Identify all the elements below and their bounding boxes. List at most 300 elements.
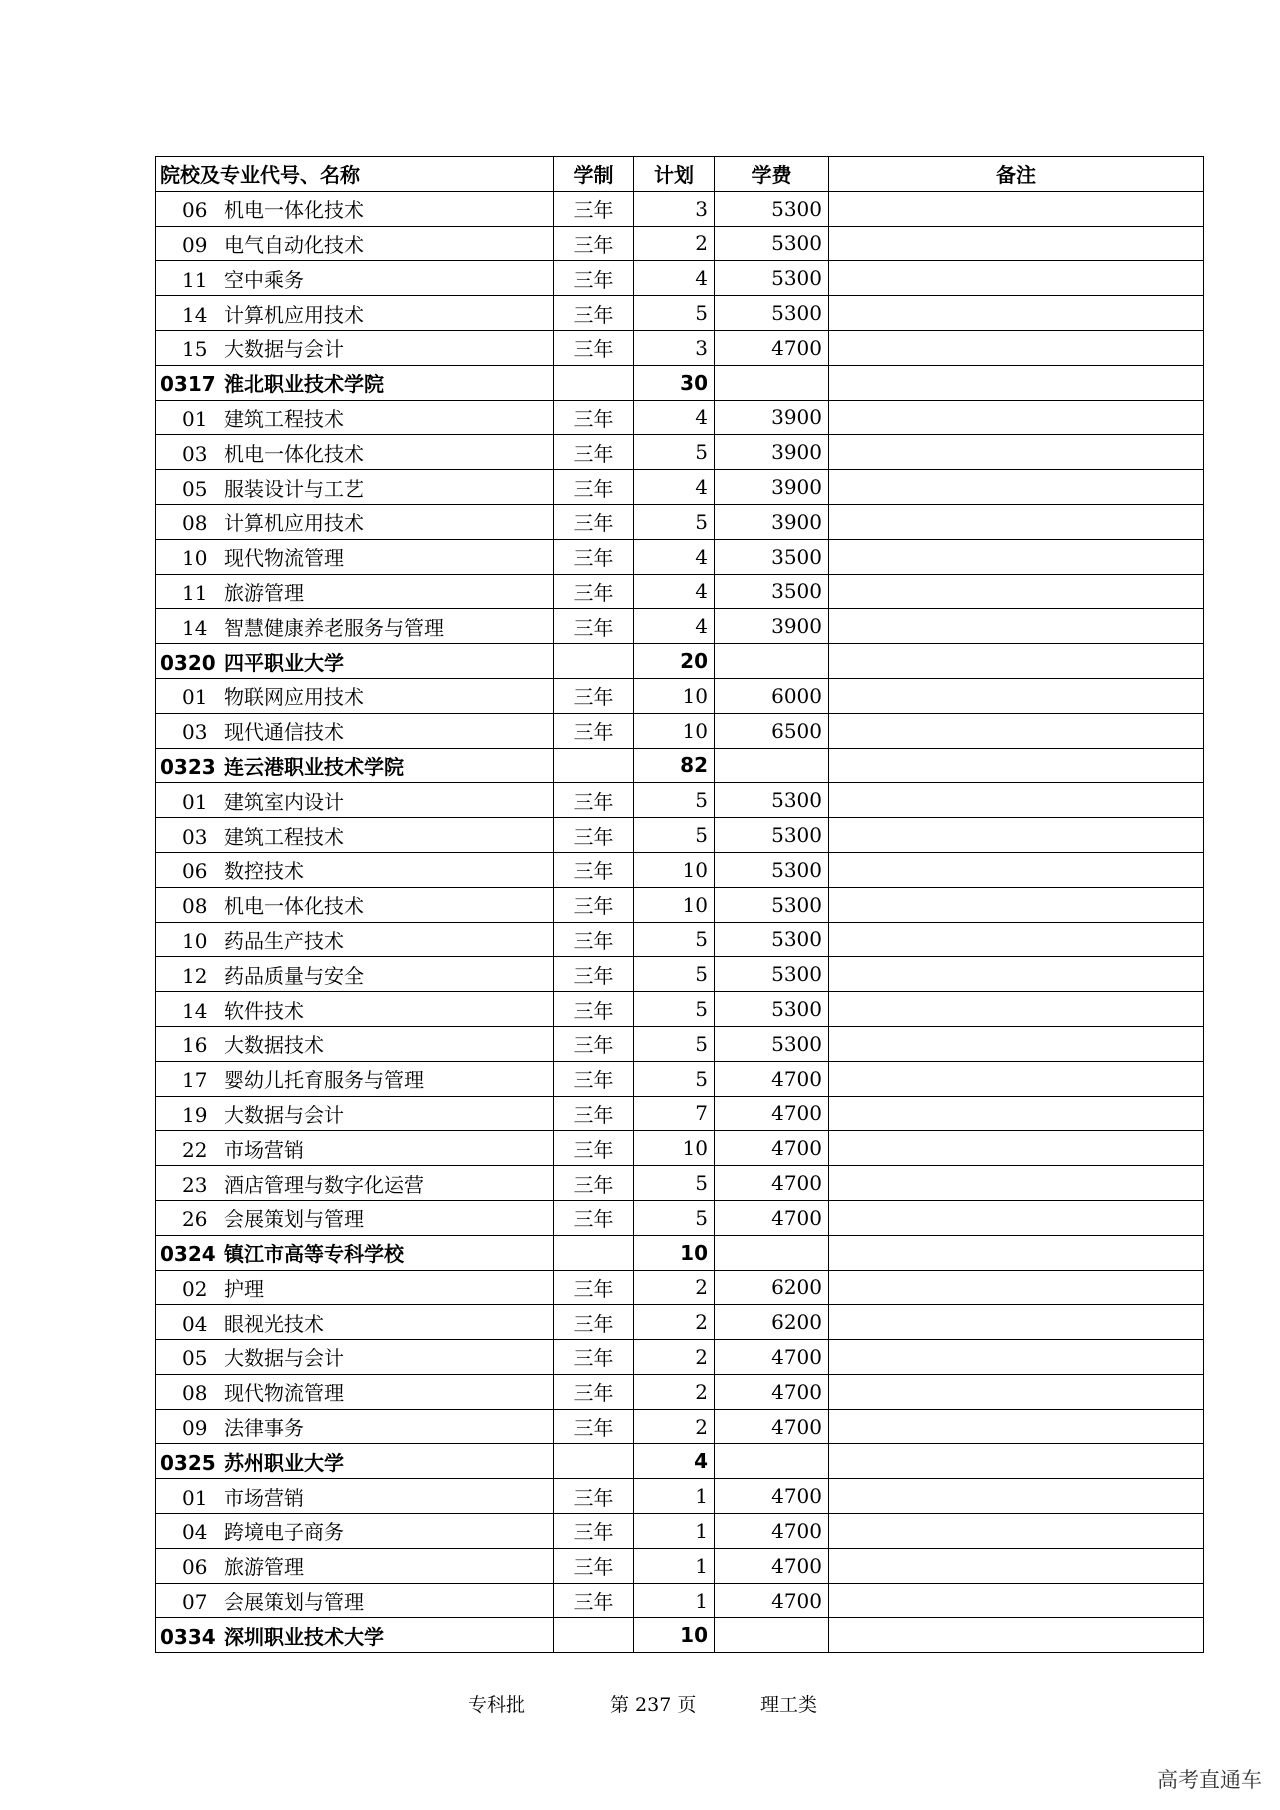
fee-cell: 3500 bbox=[715, 539, 829, 574]
note-cell bbox=[829, 1374, 1204, 1409]
fee-cell: 6200 bbox=[715, 1270, 829, 1305]
name-cell bbox=[156, 1618, 554, 1653]
name-cell bbox=[156, 609, 554, 644]
duration-cell: 三年 bbox=[554, 818, 634, 853]
fee-cell: 5300 bbox=[715, 783, 829, 818]
major-code: 11 bbox=[182, 267, 208, 292]
fee-cell bbox=[715, 365, 829, 400]
major-code: 03 bbox=[182, 441, 208, 466]
duration-cell: 三年 bbox=[554, 992, 634, 1027]
duration-cell: 三年 bbox=[554, 1061, 634, 1096]
major-code: 14 bbox=[182, 998, 208, 1023]
major-row bbox=[156, 261, 1204, 296]
name-cell bbox=[156, 1200, 554, 1235]
fee-cell: 5300 bbox=[715, 957, 829, 992]
major-row bbox=[156, 609, 1204, 644]
duration-cell: 三年 bbox=[554, 957, 634, 992]
duration-cell: 三年 bbox=[554, 261, 634, 296]
plan-cell: 5 bbox=[634, 504, 715, 539]
major-row bbox=[156, 1166, 1204, 1201]
plan-cell: 2 bbox=[634, 226, 715, 261]
fee-cell: 5300 bbox=[715, 261, 829, 296]
college-code: 0317 bbox=[160, 372, 216, 397]
plan-cell: 10 bbox=[634, 852, 715, 887]
plan-cell: 4 bbox=[634, 1444, 715, 1479]
note-cell bbox=[829, 1131, 1204, 1166]
note-cell bbox=[829, 1479, 1204, 1514]
major-name: 护理 bbox=[224, 1276, 264, 1301]
fee-cell: 5300 bbox=[715, 992, 829, 1027]
major-name: 电气自动化技术 bbox=[224, 232, 364, 257]
college-name: 镇江市高等专科学校 bbox=[224, 1242, 404, 1267]
duration-cell: 三年 bbox=[554, 1479, 634, 1514]
major-name: 数控技术 bbox=[224, 859, 304, 884]
fee-cell: 6200 bbox=[715, 1305, 829, 1340]
major-name: 大数据与会计 bbox=[224, 1102, 344, 1127]
major-code: 06 bbox=[182, 859, 208, 884]
name-cell bbox=[156, 957, 554, 992]
note-cell bbox=[829, 678, 1204, 713]
note-cell bbox=[829, 1305, 1204, 1340]
name-cell bbox=[156, 887, 554, 922]
plan-cell: 5 bbox=[634, 1166, 715, 1201]
header-name: 院校及专业代号、名称 bbox=[156, 157, 554, 192]
duration-cell: 三年 bbox=[554, 1026, 634, 1061]
duration-cell bbox=[554, 1444, 634, 1479]
college-name: 深圳职业技术大学 bbox=[224, 1624, 384, 1649]
note-cell bbox=[829, 887, 1204, 922]
plan-cell: 3 bbox=[634, 330, 715, 365]
duration-cell bbox=[554, 748, 634, 783]
fee-cell: 5300 bbox=[715, 887, 829, 922]
fee-cell: 4700 bbox=[715, 1200, 829, 1235]
name-cell bbox=[156, 1409, 554, 1444]
plan-cell: 10 bbox=[634, 713, 715, 748]
plan-cell: 4 bbox=[634, 539, 715, 574]
note-cell bbox=[829, 922, 1204, 957]
major-code: 01 bbox=[182, 1485, 208, 1510]
major-row bbox=[156, 1131, 1204, 1166]
name-cell bbox=[156, 1131, 554, 1166]
fee-cell bbox=[715, 1235, 829, 1270]
major-code: 07 bbox=[182, 1590, 208, 1615]
major-code: 19 bbox=[182, 1102, 208, 1127]
name-cell bbox=[156, 191, 554, 226]
major-code: 23 bbox=[182, 1172, 208, 1197]
major-row bbox=[156, 1026, 1204, 1061]
college-row bbox=[156, 1618, 1204, 1653]
name-cell bbox=[156, 1235, 554, 1270]
college-row bbox=[156, 748, 1204, 783]
fee-cell: 4700 bbox=[715, 1166, 829, 1201]
major-name: 药品质量与安全 bbox=[224, 963, 364, 988]
major-code: 02 bbox=[182, 1276, 208, 1301]
duration-cell bbox=[554, 1235, 634, 1270]
note-cell bbox=[829, 365, 1204, 400]
enrollment-plan-table bbox=[155, 156, 1204, 1653]
name-cell bbox=[156, 539, 554, 574]
note-cell bbox=[829, 1409, 1204, 1444]
major-row bbox=[156, 713, 1204, 748]
college-name: 苏州职业大学 bbox=[224, 1450, 344, 1475]
major-code: 01 bbox=[182, 789, 208, 814]
note-cell bbox=[829, 1548, 1204, 1583]
duration-cell: 三年 bbox=[554, 191, 634, 226]
major-name: 法律事务 bbox=[224, 1416, 304, 1441]
duration-cell: 三年 bbox=[554, 1096, 634, 1131]
major-row bbox=[156, 1409, 1204, 1444]
note-cell bbox=[829, 539, 1204, 574]
name-cell bbox=[156, 400, 554, 435]
major-row bbox=[156, 1514, 1204, 1549]
major-row bbox=[156, 539, 1204, 574]
college-name: 连云港职业技术学院 bbox=[224, 754, 404, 779]
major-row bbox=[156, 957, 1204, 992]
note-cell bbox=[829, 713, 1204, 748]
major-row bbox=[156, 1479, 1204, 1514]
major-name: 机电一体化技术 bbox=[224, 894, 364, 919]
major-row bbox=[156, 1096, 1204, 1131]
major-name: 机电一体化技术 bbox=[224, 198, 364, 223]
name-cell bbox=[156, 365, 554, 400]
name-cell bbox=[156, 713, 554, 748]
plan-cell: 5 bbox=[634, 296, 715, 331]
major-name: 建筑工程技术 bbox=[224, 406, 344, 431]
duration-cell: 三年 bbox=[554, 713, 634, 748]
major-row bbox=[156, 992, 1204, 1027]
duration-cell: 三年 bbox=[554, 1548, 634, 1583]
fee-cell: 4700 bbox=[715, 1514, 829, 1549]
note-cell bbox=[829, 1026, 1204, 1061]
college-row bbox=[156, 1444, 1204, 1479]
plan-cell: 5 bbox=[634, 957, 715, 992]
duration-cell: 三年 bbox=[554, 400, 634, 435]
name-cell bbox=[156, 1166, 554, 1201]
plan-cell: 2 bbox=[634, 1409, 715, 1444]
major-row bbox=[156, 574, 1204, 609]
major-code: 10 bbox=[182, 546, 208, 571]
major-name: 大数据与会计 bbox=[224, 337, 344, 362]
note-cell bbox=[829, 1514, 1204, 1549]
plan-cell: 2 bbox=[634, 1305, 715, 1340]
name-cell bbox=[156, 1096, 554, 1131]
plan-cell: 2 bbox=[634, 1374, 715, 1409]
name-cell bbox=[156, 1270, 554, 1305]
major-row bbox=[156, 1340, 1204, 1375]
plan-cell: 2 bbox=[634, 1340, 715, 1375]
major-name: 建筑室内设计 bbox=[224, 789, 344, 814]
major-code: 26 bbox=[182, 1207, 208, 1232]
note-cell bbox=[829, 1270, 1204, 1305]
note-cell bbox=[829, 1583, 1204, 1618]
name-cell bbox=[156, 226, 554, 261]
duration-cell: 三年 bbox=[554, 1270, 634, 1305]
note-cell bbox=[829, 296, 1204, 331]
major-code: 04 bbox=[182, 1311, 208, 1336]
major-row bbox=[156, 330, 1204, 365]
note-cell bbox=[829, 191, 1204, 226]
plan-cell: 10 bbox=[634, 1618, 715, 1653]
major-row bbox=[156, 1200, 1204, 1235]
plan-cell: 5 bbox=[634, 783, 715, 818]
table-body bbox=[156, 191, 1204, 1652]
major-code: 08 bbox=[182, 511, 208, 536]
note-cell bbox=[829, 1235, 1204, 1270]
major-name: 机电一体化技术 bbox=[224, 441, 364, 466]
note-cell bbox=[829, 1340, 1204, 1375]
fee-cell: 5300 bbox=[715, 1026, 829, 1061]
fee-cell: 6000 bbox=[715, 678, 829, 713]
plan-cell: 4 bbox=[634, 261, 715, 296]
college-code: 0334 bbox=[160, 1624, 216, 1649]
name-cell bbox=[156, 261, 554, 296]
footer-batch: 专科批 bbox=[468, 1694, 526, 1716]
name-cell bbox=[156, 818, 554, 853]
major-code: 22 bbox=[182, 1137, 208, 1162]
plan-cell: 4 bbox=[634, 470, 715, 505]
major-name: 药品生产技术 bbox=[224, 928, 344, 953]
plan-cell: 20 bbox=[634, 644, 715, 679]
major-code: 03 bbox=[182, 824, 208, 849]
major-row bbox=[156, 504, 1204, 539]
note-cell bbox=[829, 435, 1204, 470]
major-name: 大数据与会计 bbox=[224, 1346, 344, 1371]
major-code: 10 bbox=[182, 928, 208, 953]
fee-cell bbox=[715, 748, 829, 783]
major-row bbox=[156, 435, 1204, 470]
note-cell bbox=[829, 852, 1204, 887]
duration-cell: 三年 bbox=[554, 330, 634, 365]
major-code: 08 bbox=[182, 1381, 208, 1406]
college-code: 0323 bbox=[160, 754, 216, 779]
plan-cell: 5 bbox=[634, 1026, 715, 1061]
name-cell bbox=[156, 922, 554, 957]
duration-cell: 三年 bbox=[554, 574, 634, 609]
plan-cell: 5 bbox=[634, 922, 715, 957]
fee-cell: 5300 bbox=[715, 818, 829, 853]
college-code: 0320 bbox=[160, 650, 216, 675]
plan-cell: 4 bbox=[634, 400, 715, 435]
fee-cell: 4700 bbox=[715, 1409, 829, 1444]
name-cell bbox=[156, 1026, 554, 1061]
major-code: 14 bbox=[182, 302, 208, 327]
fee-cell: 5300 bbox=[715, 922, 829, 957]
name-cell bbox=[156, 678, 554, 713]
name-cell bbox=[156, 1061, 554, 1096]
plan-cell: 1 bbox=[634, 1548, 715, 1583]
plan-cell: 5 bbox=[634, 1200, 715, 1235]
note-cell bbox=[829, 818, 1204, 853]
major-name: 大数据技术 bbox=[224, 1033, 324, 1058]
major-row bbox=[156, 852, 1204, 887]
duration-cell: 三年 bbox=[554, 783, 634, 818]
name-cell bbox=[156, 1479, 554, 1514]
major-code: 08 bbox=[182, 894, 208, 919]
duration-cell: 三年 bbox=[554, 1305, 634, 1340]
plan-cell: 10 bbox=[634, 887, 715, 922]
major-name: 现代通信技术 bbox=[224, 720, 344, 745]
major-code: 03 bbox=[182, 720, 208, 745]
plan-cell: 30 bbox=[634, 365, 715, 400]
table-header-row bbox=[156, 157, 1204, 192]
header-note: 备注 bbox=[829, 157, 1204, 192]
note-cell bbox=[829, 957, 1204, 992]
major-row bbox=[156, 1548, 1204, 1583]
note-cell bbox=[829, 1096, 1204, 1131]
fee-cell bbox=[715, 1618, 829, 1653]
college-row bbox=[156, 365, 1204, 400]
name-cell bbox=[156, 574, 554, 609]
plan-cell: 3 bbox=[634, 191, 715, 226]
major-name: 婴幼儿托育服务与管理 bbox=[224, 1068, 424, 1093]
name-cell bbox=[156, 296, 554, 331]
fee-cell: 5300 bbox=[715, 191, 829, 226]
name-cell bbox=[156, 1444, 554, 1479]
major-name: 物联网应用技术 bbox=[224, 685, 364, 710]
major-row bbox=[156, 226, 1204, 261]
note-cell bbox=[829, 644, 1204, 679]
footer-category: 理工类 bbox=[760, 1694, 818, 1716]
major-name: 旅游管理 bbox=[224, 1555, 304, 1580]
major-row bbox=[156, 1270, 1204, 1305]
college-row bbox=[156, 1235, 1204, 1270]
name-cell bbox=[156, 1305, 554, 1340]
name-cell bbox=[156, 992, 554, 1027]
name-cell bbox=[156, 1548, 554, 1583]
major-code: 11 bbox=[182, 580, 208, 605]
note-cell bbox=[829, 400, 1204, 435]
major-code: 17 bbox=[182, 1068, 208, 1093]
major-row bbox=[156, 296, 1204, 331]
header-fee: 学费 bbox=[715, 157, 829, 192]
duration-cell bbox=[554, 644, 634, 679]
major-code: 04 bbox=[182, 1520, 208, 1545]
major-row bbox=[156, 922, 1204, 957]
major-code: 15 bbox=[182, 337, 208, 362]
header-plan: 计划 bbox=[634, 157, 715, 192]
fee-cell: 3900 bbox=[715, 470, 829, 505]
plan-cell: 10 bbox=[634, 1235, 715, 1270]
fee-cell: 4700 bbox=[715, 1340, 829, 1375]
fee-cell bbox=[715, 1444, 829, 1479]
duration-cell: 三年 bbox=[554, 609, 634, 644]
note-cell bbox=[829, 609, 1204, 644]
duration-cell: 三年 bbox=[554, 922, 634, 957]
fee-cell: 4700 bbox=[715, 1096, 829, 1131]
plan-cell: 2 bbox=[634, 1270, 715, 1305]
note-cell bbox=[829, 574, 1204, 609]
major-code: 16 bbox=[182, 1033, 208, 1058]
duration-cell: 三年 bbox=[554, 539, 634, 574]
duration-cell: 三年 bbox=[554, 1200, 634, 1235]
plan-cell: 1 bbox=[634, 1514, 715, 1549]
major-row bbox=[156, 818, 1204, 853]
major-name: 市场营销 bbox=[224, 1137, 304, 1162]
plan-cell: 1 bbox=[634, 1583, 715, 1618]
major-code: 05 bbox=[182, 1346, 208, 1371]
college-code: 0324 bbox=[160, 1242, 216, 1267]
major-name: 计算机应用技术 bbox=[224, 302, 364, 327]
plan-cell: 82 bbox=[634, 748, 715, 783]
major-row bbox=[156, 678, 1204, 713]
header-duration: 学制 bbox=[554, 157, 634, 192]
major-row bbox=[156, 1061, 1204, 1096]
major-row bbox=[156, 1305, 1204, 1340]
major-name: 市场营销 bbox=[224, 1485, 304, 1510]
major-code: 06 bbox=[182, 198, 208, 223]
plan-cell: 10 bbox=[634, 678, 715, 713]
duration-cell: 三年 bbox=[554, 470, 634, 505]
note-cell bbox=[829, 1618, 1204, 1653]
plan-cell: 7 bbox=[634, 1096, 715, 1131]
fee-cell: 3900 bbox=[715, 609, 829, 644]
duration-cell: 三年 bbox=[554, 1166, 634, 1201]
plan-cell: 5 bbox=[634, 435, 715, 470]
major-name: 酒店管理与数字化运营 bbox=[224, 1172, 424, 1197]
note-cell bbox=[829, 992, 1204, 1027]
note-cell bbox=[829, 748, 1204, 783]
fee-cell: 4700 bbox=[715, 330, 829, 365]
major-name: 空中乘务 bbox=[224, 267, 304, 292]
major-row bbox=[156, 1374, 1204, 1409]
major-name: 会展策划与管理 bbox=[224, 1207, 364, 1232]
major-name: 服装设计与工艺 bbox=[224, 476, 364, 501]
major-name: 软件技术 bbox=[224, 998, 304, 1023]
plan-cell: 1 bbox=[634, 1479, 715, 1514]
plan-cell: 5 bbox=[634, 1061, 715, 1096]
major-name: 现代物流管理 bbox=[224, 546, 344, 571]
college-name: 淮北职业技术学院 bbox=[224, 372, 384, 397]
note-cell bbox=[829, 261, 1204, 296]
major-name: 建筑工程技术 bbox=[224, 824, 344, 849]
major-row bbox=[156, 400, 1204, 435]
note-cell bbox=[829, 470, 1204, 505]
duration-cell: 三年 bbox=[554, 1583, 634, 1618]
major-name: 旅游管理 bbox=[224, 580, 304, 605]
major-row bbox=[156, 470, 1204, 505]
duration-cell bbox=[554, 1618, 634, 1653]
college-name: 四平职业大学 bbox=[224, 650, 344, 675]
major-name: 计算机应用技术 bbox=[224, 511, 364, 536]
plan-cell: 5 bbox=[634, 992, 715, 1027]
duration-cell: 三年 bbox=[554, 1131, 634, 1166]
plan-cell: 4 bbox=[634, 609, 715, 644]
fee-cell bbox=[715, 644, 829, 679]
duration-cell: 三年 bbox=[554, 887, 634, 922]
major-code: 01 bbox=[182, 685, 208, 710]
fee-cell: 3500 bbox=[715, 574, 829, 609]
duration-cell bbox=[554, 365, 634, 400]
major-code: 09 bbox=[182, 232, 208, 257]
duration-cell: 三年 bbox=[554, 1514, 634, 1549]
note-cell bbox=[829, 226, 1204, 261]
major-code: 05 bbox=[182, 476, 208, 501]
fee-cell: 5300 bbox=[715, 226, 829, 261]
major-code: 12 bbox=[182, 963, 208, 988]
plan-cell: 10 bbox=[634, 1131, 715, 1166]
fee-cell: 4700 bbox=[715, 1061, 829, 1096]
fee-cell: 5300 bbox=[715, 296, 829, 331]
duration-cell: 三年 bbox=[554, 435, 634, 470]
duration-cell: 三年 bbox=[554, 1340, 634, 1375]
name-cell bbox=[156, 435, 554, 470]
note-cell bbox=[829, 1166, 1204, 1201]
duration-cell: 三年 bbox=[554, 296, 634, 331]
major-row bbox=[156, 191, 1204, 226]
name-cell bbox=[156, 783, 554, 818]
major-code: 01 bbox=[182, 406, 208, 431]
college-code: 0325 bbox=[160, 1450, 216, 1475]
